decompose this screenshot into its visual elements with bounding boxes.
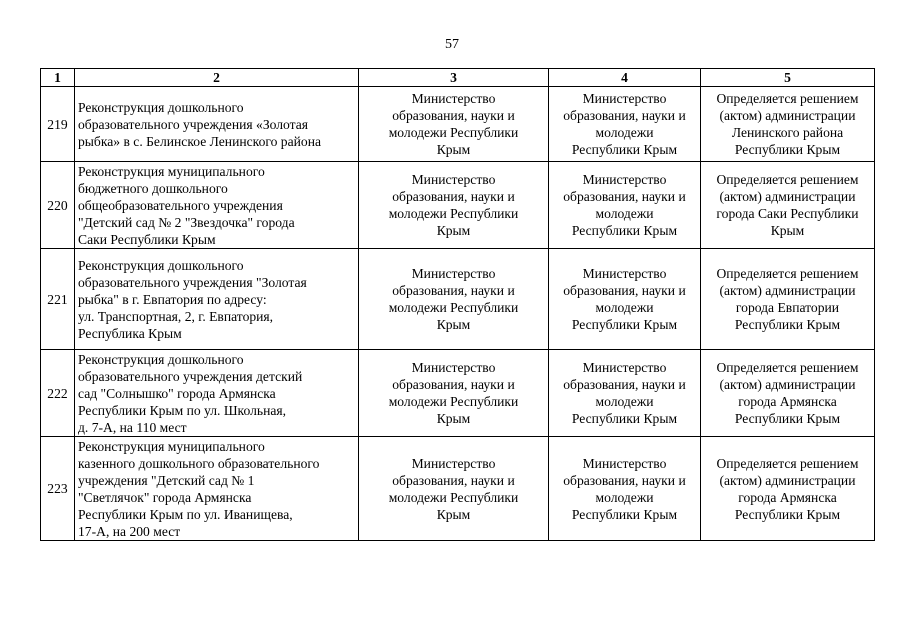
project-description-line: Реконструкция дошкольного xyxy=(78,257,244,273)
ministry-cell-line: образования, науки и xyxy=(392,472,515,488)
responsible-cell xyxy=(701,350,875,437)
ministry-cell xyxy=(359,87,549,162)
ministry-cell xyxy=(359,350,549,437)
customer-cell-line: Министерство xyxy=(582,91,667,106)
project-description-line: 17-А, на 200 мест xyxy=(78,523,181,539)
responsible-cell-line: Ленинского района xyxy=(731,125,844,140)
customer-cell-line: образования, науки и xyxy=(563,377,686,392)
responsible-cell-line: Республики Крым xyxy=(734,411,841,426)
responsible-cell-line: (актом) администрации xyxy=(719,108,856,123)
row-number: 222 xyxy=(41,350,75,437)
ministry-cell-line: Министерство xyxy=(411,172,496,187)
project-description-line: Республики Крым по ул. Школьная, xyxy=(78,402,287,418)
ministry-cell-line: Крым xyxy=(436,317,471,332)
customer-cell-line: молодежи xyxy=(595,206,654,221)
project-description-line: ул. Транспортная, 2, г. Евпатория, xyxy=(78,308,274,324)
responsible-cell-line: Определяется решением xyxy=(716,266,859,281)
table-row xyxy=(41,87,875,162)
customer-cell-line: Республики Крым xyxy=(571,411,678,426)
column-header-2: 2 xyxy=(75,69,359,87)
table-row xyxy=(41,437,875,541)
column-header-4: 4 xyxy=(549,69,701,87)
project-description-line: Реконструкция муниципального xyxy=(78,438,265,454)
responsible-cell-line: города Армянска xyxy=(738,489,837,505)
responsible-cell-line: Республики Крым xyxy=(734,506,841,522)
project-description-line: рыбка» в с. Белинское Ленинского района xyxy=(78,133,322,149)
customer-cell-line: молодежи xyxy=(595,125,654,140)
column-header-5: 5 xyxy=(701,69,875,87)
responsible-cell-line: Определяется решением xyxy=(716,91,859,106)
ministry-cell-line: образования, науки и xyxy=(392,189,515,204)
ministry-cell-line: молодежи Республики xyxy=(388,125,519,140)
responsible-cell-line: (актом) администрации xyxy=(719,189,856,204)
table-body xyxy=(41,87,875,541)
responsible-cell-line: города Евпатории xyxy=(735,300,840,315)
responsible-cell-line: (актом) администрации xyxy=(719,283,856,298)
row-number: 219 xyxy=(41,87,75,162)
project-description xyxy=(75,249,359,350)
project-description-line: образовательного учреждения детский xyxy=(78,368,303,384)
project-description xyxy=(75,87,359,162)
project-description-line: рыбка" в г. Евпатория по адресу: xyxy=(78,291,267,307)
ministry-cell xyxy=(359,249,549,350)
ministry-cell-line: Крым xyxy=(436,411,471,426)
project-description-line: Саки Республики Крым xyxy=(78,231,216,247)
customer-cell-line: Министерство xyxy=(582,360,667,375)
ministry-cell-line: Крым xyxy=(436,223,471,238)
project-description-line: Республика Крым xyxy=(78,325,182,341)
customer-cell-line: Министерство xyxy=(582,172,667,187)
project-description-line: учреждения "Детский сад № 1 xyxy=(78,472,255,488)
project-description xyxy=(75,350,359,437)
customer-cell-line: Республики Крым xyxy=(571,142,678,157)
customer-cell-line: Республики Крым xyxy=(571,223,678,238)
column-header-3: 3 xyxy=(359,69,549,87)
project-description xyxy=(75,162,359,249)
customer-cell-line: Республики Крым xyxy=(571,317,678,332)
responsible-cell-line: (актом) администрации xyxy=(719,377,856,392)
ministry-cell-line: Министерство xyxy=(411,360,496,375)
column-header-1: 1 xyxy=(41,69,75,87)
table-row xyxy=(41,350,875,437)
ministry-cell xyxy=(359,162,549,249)
header-row xyxy=(41,69,875,87)
customer-cell-line: Министерство xyxy=(582,266,667,281)
project-description-line: Реконструкция дошкольного xyxy=(78,99,244,115)
responsible-cell xyxy=(701,87,875,162)
ministry-cell-line: Крым xyxy=(436,506,471,522)
project-description xyxy=(75,437,359,541)
ministry-cell-line: молодежи Республики xyxy=(388,489,519,505)
customer-cell xyxy=(549,162,701,249)
responsible-cell xyxy=(701,162,875,249)
ministry-cell-line: образования, науки и xyxy=(392,108,515,123)
ministry-cell-line: Министерство xyxy=(411,91,496,106)
project-description-line: "Детский сад № 2 "Звездочка" города xyxy=(78,214,295,230)
customer-cell xyxy=(549,249,701,350)
ministry-cell-line: молодежи Республики xyxy=(388,300,519,315)
project-description-line: д. 7-А, на 110 мест xyxy=(78,419,187,435)
table-row xyxy=(41,249,875,350)
ministry-cell-line: молодежи Республики xyxy=(388,394,519,409)
customer-cell-line: образования, науки и xyxy=(563,283,686,298)
ministry-cell-line: Крым xyxy=(436,142,471,157)
page-number: 57 xyxy=(445,37,459,52)
customer-cell-line: образования, науки и xyxy=(563,189,686,204)
ministry-cell xyxy=(359,437,549,541)
customer-cell xyxy=(549,87,701,162)
customer-cell-line: молодежи xyxy=(595,489,654,505)
responsible-cell-line: (актом) администрации xyxy=(719,472,856,488)
responsible-cell-line: города Саки Республики xyxy=(716,206,859,221)
customer-cell-line: образования, науки и xyxy=(563,472,686,488)
responsible-cell xyxy=(701,437,875,541)
customer-cell-line: молодежи xyxy=(595,394,654,409)
row-number: 220 xyxy=(41,162,75,249)
table-row xyxy=(41,162,875,249)
project-description-line: образовательного учреждения «Золотая xyxy=(78,116,309,132)
row-number: 221 xyxy=(41,249,75,350)
project-description-line: сад "Солнышко" города Армянска xyxy=(78,385,276,401)
responsible-cell-line: города Армянска xyxy=(738,394,837,409)
ministry-cell-line: образования, науки и xyxy=(392,283,515,298)
customer-cell xyxy=(549,350,701,437)
customer-cell-line: образования, науки и xyxy=(563,108,686,123)
ministry-cell-line: Министерство xyxy=(411,266,496,281)
row-number: 223 xyxy=(41,437,75,541)
responsible-cell xyxy=(701,249,875,350)
responsible-cell-line: Крым xyxy=(770,223,805,238)
customer-cell-line: молодежи xyxy=(595,300,654,315)
project-description-line: общеобразовательного учреждения xyxy=(78,197,283,213)
responsible-cell-line: Определяется решением xyxy=(716,360,859,375)
project-description-line: бюджетного дошкольного xyxy=(78,180,228,196)
project-description-line: Республики Крым по ул. Иванищева, xyxy=(78,506,293,522)
project-description-line: образовательного учреждения "Золотая xyxy=(78,274,307,290)
responsible-cell-line: Определяется решением xyxy=(716,172,859,187)
responsible-cell-line: Республики Крым xyxy=(734,142,841,157)
customer-cell-line: Республики Крым xyxy=(571,506,678,522)
customer-cell xyxy=(549,437,701,541)
project-description-line: Реконструкция муниципального xyxy=(78,163,265,179)
project-description-line: "Светлячок" города Армянска xyxy=(78,489,252,505)
ministry-cell-line: Министерство xyxy=(411,455,496,471)
program-table xyxy=(40,68,875,541)
project-description-line: казенного дошкольного образовательного xyxy=(78,455,320,471)
responsible-cell-line: Определяется решением xyxy=(716,455,859,471)
project-description-line: Реконструкция дошкольного xyxy=(78,351,244,367)
responsible-cell-line: Республики Крым xyxy=(734,317,841,332)
ministry-cell-line: молодежи Республики xyxy=(388,206,519,221)
customer-cell-line: Министерство xyxy=(582,455,667,471)
ministry-cell-line: образования, науки и xyxy=(392,377,515,392)
